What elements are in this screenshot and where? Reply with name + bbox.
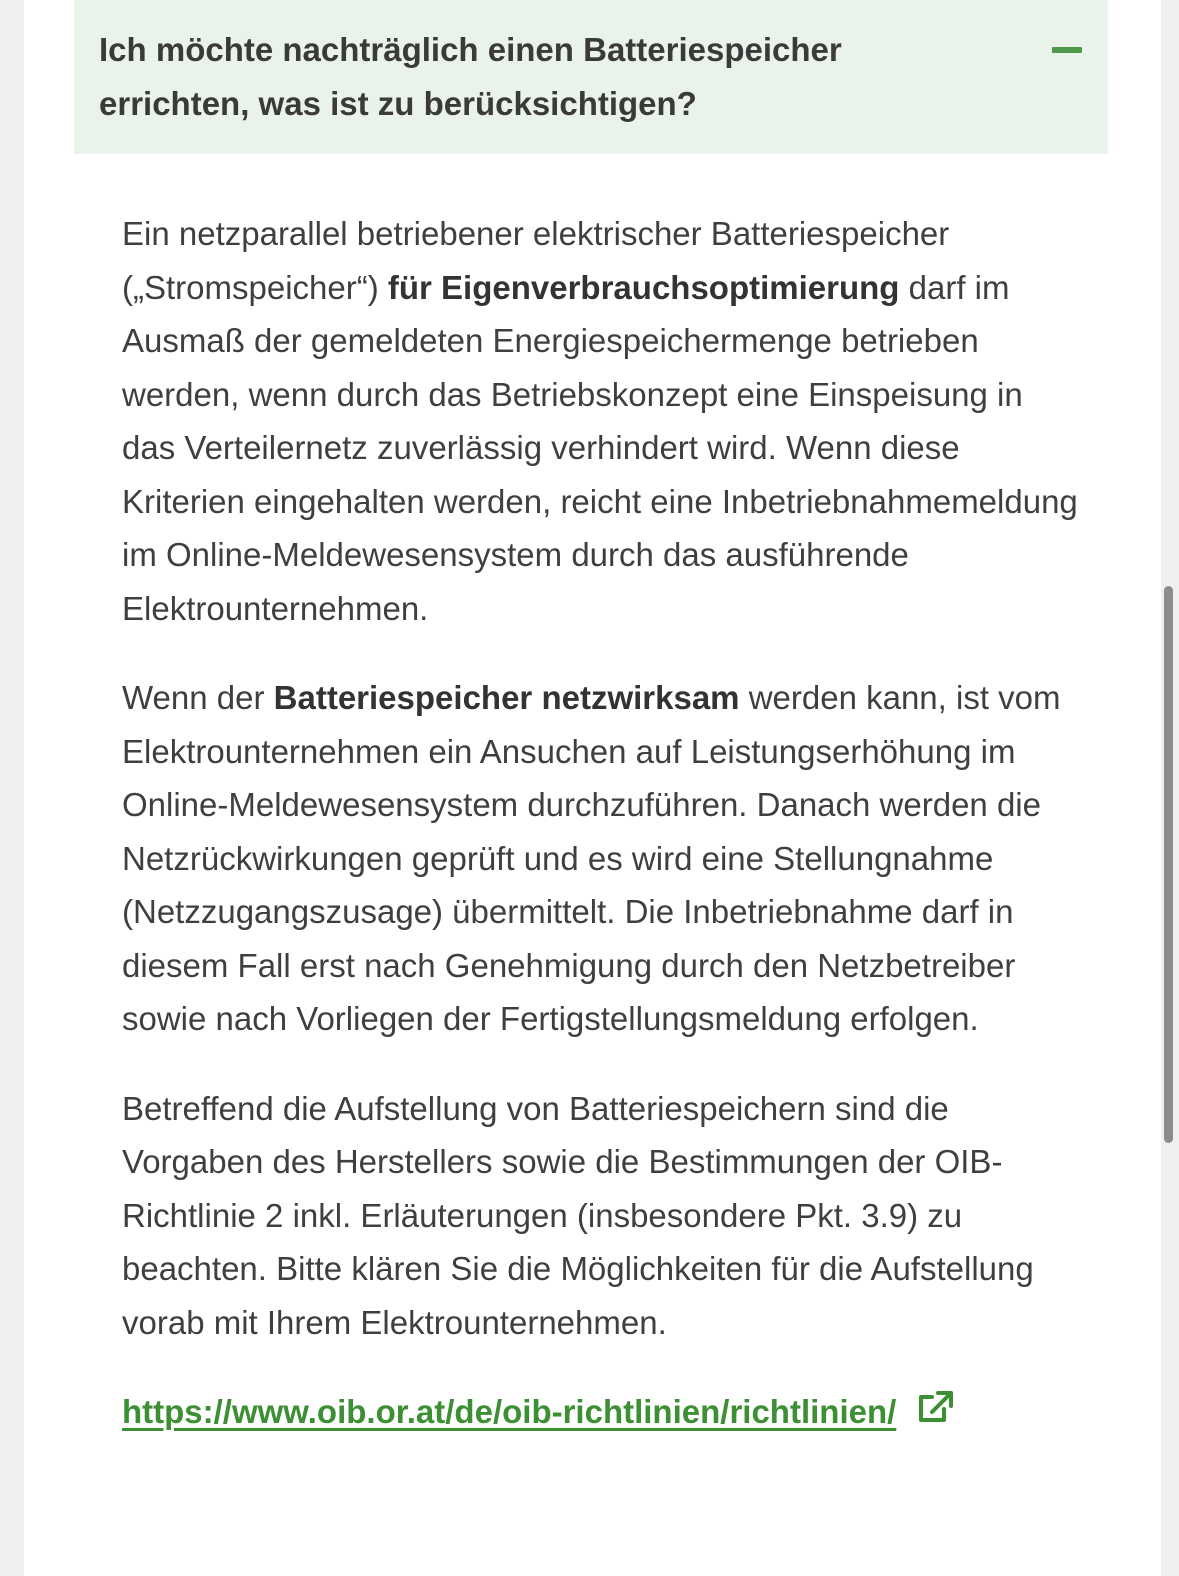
answer-paragraph-1 bbox=[122, 207, 1082, 635]
paragraph-2-text-start: Wenn der bbox=[122, 679, 274, 716]
external-link-icon[interactable] bbox=[916, 1386, 954, 1420]
paragraph-1-text-end: darf im Ausmaß der gemeldeten Energiespeichermenge betrieben werden, wenn durch das Betriebskonzept eine Einspeisung in das Verteilernetz zuverlässig verhindert wird. Wenn diese Kriterien eingehalten werden, reicht eine Inbetriebnahmemeldung im Online-Meldewesensystem durch das ausführende Elektrounternehmen. bbox=[122, 268, 1078, 627]
scrollbar-thumb[interactable] bbox=[1164, 586, 1173, 1143]
faq-accordion-header[interactable] bbox=[74, 0, 1108, 154]
paragraph-1-bold-text: für Eigenverbrauchsoptimierung bbox=[387, 268, 900, 306]
oib-guidelines-link[interactable]: https://www.oib.or.at/de/oib-richtlinien/richtlinien/ bbox=[122, 1393, 897, 1430]
oib-link-row bbox=[122, 1385, 1082, 1439]
paragraph-1-text-start: Ein netzparallel betriebener elektrischer Batteriespeicher („Stromspeicher“) bbox=[122, 215, 950, 306]
paragraph-2-text-end: werden kann, ist vom Elektrounternehmen ein Ansuchen auf Leistungserhöhung im Online-Meldewesensystem durchzuführen. Danach werden die Netzrückwirkungen geprüft und es wird eine Stellungnahme (Netzzugangszusage) übermittelt. Die Inbetriebnahme darf in diesem Fall erst nach Genehmigung durch den Netzbetreiber sowie nach Vorliegen der Fertigstellungsmeldung erfolgen. bbox=[122, 679, 1061, 1037]
paragraph-2-bold-text: Batteriespeicher netzwirksam bbox=[273, 679, 740, 716]
faq-question-title[interactable]: Ich möchte nachträglich einen Batteriespeicher errichten, was ist zu berücksichtigen? bbox=[99, 31, 842, 122]
answer-paragraph-2 bbox=[122, 671, 1082, 1046]
minus-icon[interactable] bbox=[1052, 40, 1082, 60]
page-card bbox=[24, 0, 1161, 1576]
vertical-scrollbar[interactable] bbox=[1160, 0, 1179, 1576]
answer-paragraph-3: Betreffend die Aufstellung von Batteriespeichern sind die Vorgaben des Herstellers sowie die Bestimmungen der OIB-Richtlinie 2 inkl. Erläuterungen (insbesondere Pkt. 3.9) zu beachten. Bitte klären Sie die Möglichkeiten für die Aufstellung vorab mit Ihrem Elektrounternehmen. bbox=[122, 1089, 1034, 1341]
faq-answer-body bbox=[122, 207, 1082, 1439]
